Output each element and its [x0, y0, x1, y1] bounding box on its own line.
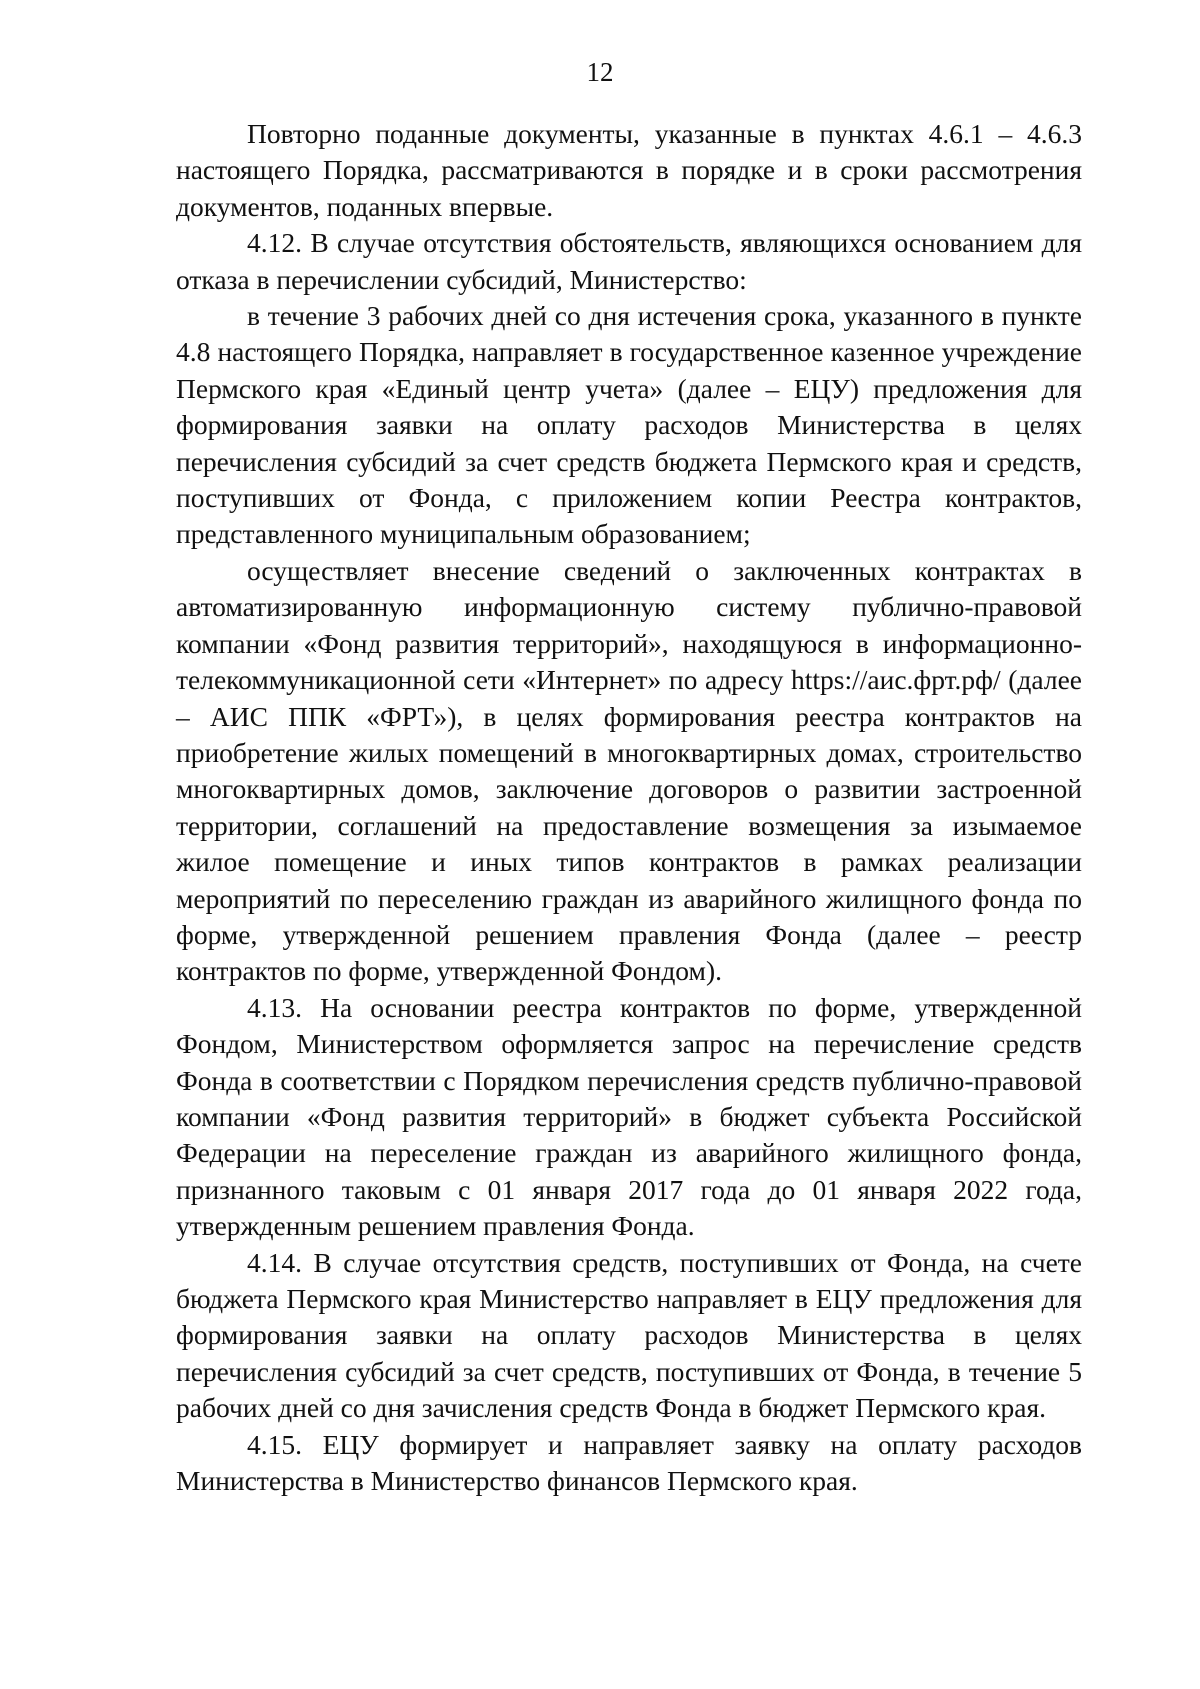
paragraph-resubmitted-documents: Повторно поданные документы, указанные в пунктах 4.6.1 – 4.6.3 настоящего Порядка, рассматриваются в порядке и в сроки рассмотрения документов, поданных впервые. [176, 118, 1082, 222]
paragraph-ais-entry: осуществляет внесение сведений о заключенных контрактах в автоматизированную информационную систему публично-правовой компании «Фонд развития территорий», находящуюся в информационно-телекоммуникационной сети «Интернет» по адресу https://аис.фрт.рф/ (далее – АИС ППК «ФРТ»), в целях формирования реестра контрактов на приобретение жилых помещений в многоквартирных домах, строительство многоквартирных домов, заключение договоров о развитии застроенной территории, соглашений на предоставление возмещения за изымаемое жилое помещение и иных типов контрактов в рамках реализации мероприятий по переселению граждан из аварийного жилищного фонда по форме, утвержденной решением правления Фонда (далее – реестр контрактов по форме, утвержденной Фондом). [176, 554, 1082, 987]
paragraph-4-15: 4.15. ЕЦУ формирует и направляет заявку на оплату расходов Министерства в Министерство финансов Пермского края. [176, 1428, 1082, 1497]
paragraph-4-14: 4.14. В случае отсутствия средств, поступивших от Фонда, на счете бюджета Пермского края Министерство направляет в ЕЦУ предложения для формирования заявки на оплату расходов Министерства в целях перечисления субсидий за счет средств, поступивших от Фонда, в течение 5 рабочих дней со дня зачисления средств Фонда в бюджет Пермского края. [176, 1246, 1082, 1424]
paragraph-within-3-days: в течение 3 рабочих дней со дня истечения срока, указанного в пункте 4.8 настоящего Порядка, направляет в государственное казенное учреждение Пермского края «Единый центр учета» (далее – ЕЦУ) предложения для формирования заявки на оплату расходов Министерства в целях перечисления субсидий за счет средств бюджета Пермского края и средств, поступивших от Фонда, с приложением копии Реестра контрактов, представленного муниципальным образованием; [176, 300, 1082, 550]
document-body [176, 116, 1082, 1499]
paragraph-4-13: 4.13. На основании реестра контрактов по форме, утвержденной Фондом, Министерством оформляется запрос на перечисление средств Фонда в соответствии с Порядком перечисления средств публично-правовой компании «Фонд развития территорий» в бюджет субъекта Российской Федерации на переселение граждан из аварийного жилищного фонда, признанного таковым с 01 января 2017 года до 01 января 2022 года, утвержденным решением правления Фонда. [176, 991, 1082, 1242]
paragraph-4-12: 4.12. В случае отсутствия обстоятельств, являющихся основанием для отказа в перечислении субсидий, Министерство: [176, 227, 1082, 295]
page-number: 12 [586, 57, 614, 87]
